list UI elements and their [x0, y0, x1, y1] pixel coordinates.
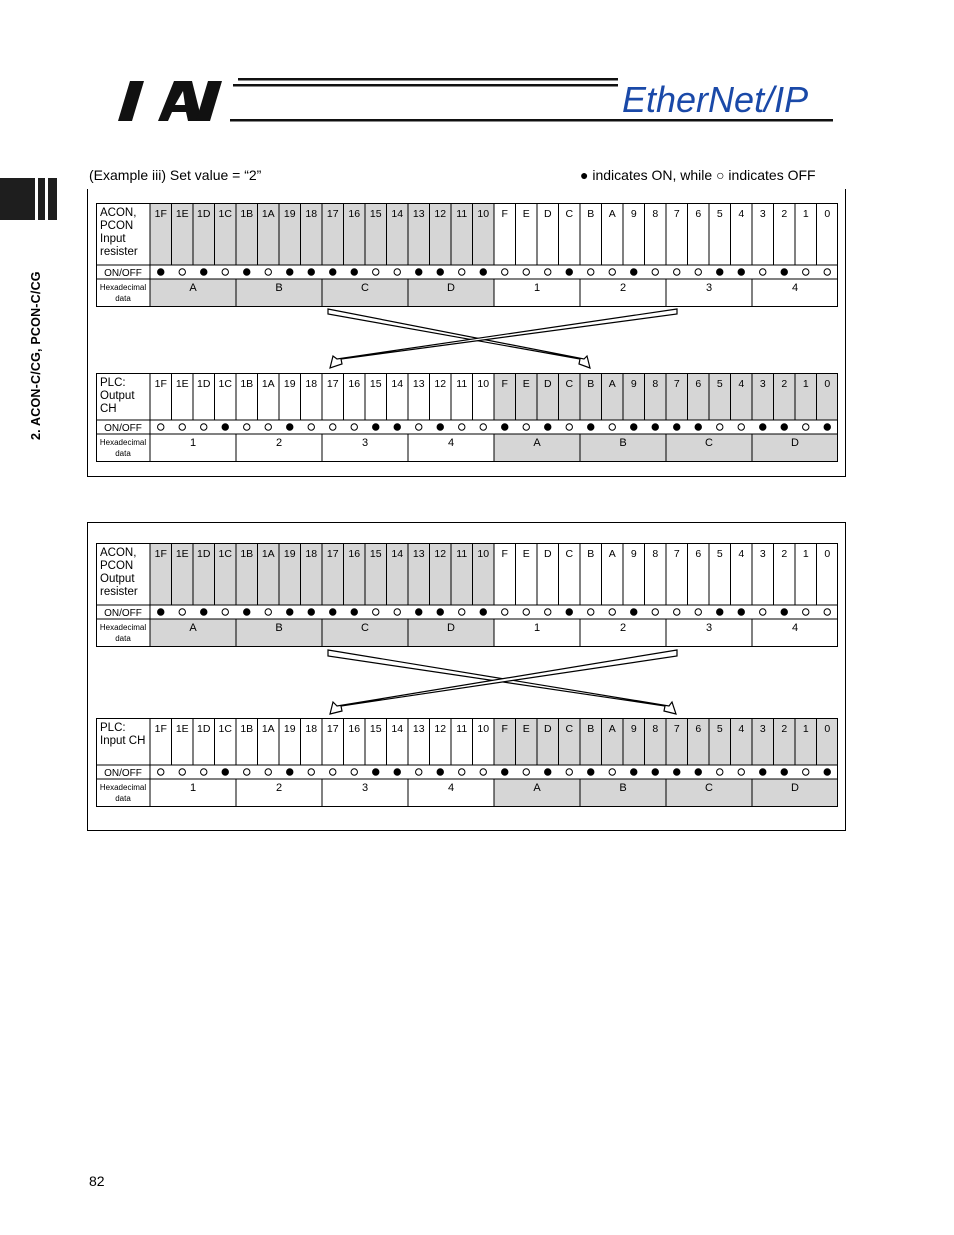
bit-label: 1A	[261, 208, 275, 220]
example-label: (Example iii) Set value = “2”	[89, 167, 262, 183]
row-label-line: PLC:	[100, 377, 126, 389]
bit-label: 7	[673, 208, 680, 220]
bit-label: 9	[630, 723, 637, 735]
bit-label: 1B	[240, 723, 254, 735]
hex-value: 4	[791, 622, 799, 634]
bit-label: 18	[305, 378, 318, 390]
hex-label-data: data	[115, 794, 131, 803]
bit-label: 10	[477, 723, 490, 735]
bit-label: 7	[673, 723, 680, 735]
hex-value: C	[705, 437, 713, 449]
hex-value: B	[619, 437, 627, 449]
bit-label: 10	[477, 378, 490, 390]
hex-value: 2	[275, 437, 283, 449]
bit-label: 4	[738, 723, 745, 735]
row-label-line: ACON,	[100, 547, 137, 559]
bit-label: 10	[477, 208, 490, 220]
bit-label: 16	[348, 723, 361, 735]
bit-label: 6	[695, 548, 702, 560]
bit-label: 6	[695, 723, 702, 735]
bit-label: B	[587, 378, 595, 390]
bit-label: 1E	[175, 548, 189, 560]
bit-label: 18	[305, 208, 318, 220]
row-label-line: CH	[100, 403, 117, 415]
off-symbol: ○	[716, 167, 725, 183]
hex-label: Hexadecimal	[99, 283, 147, 292]
bit-label: 13	[412, 548, 425, 560]
bit-label: D	[543, 548, 552, 560]
hex-value: A	[533, 782, 541, 794]
bit-label: 3	[759, 548, 766, 560]
bit-label: F	[501, 208, 508, 220]
bit-label: 1	[802, 723, 809, 735]
bit-label: 14	[391, 723, 404, 735]
bit-label: E	[522, 378, 530, 390]
bit-label: D	[543, 208, 552, 220]
bit-label: 13	[412, 208, 425, 220]
bit-label: 11	[456, 208, 468, 220]
row-label-line: resister	[100, 586, 138, 598]
bit-label: 6	[695, 378, 702, 390]
bit-label: B	[587, 208, 595, 220]
bit-label: 14	[391, 208, 404, 220]
bit-label: 1F	[154, 548, 167, 560]
bit-label: 14	[391, 378, 404, 390]
arrow-low-to-high-1	[330, 309, 677, 368]
bit-label: 15	[369, 548, 382, 560]
section-side-label: 2. ACON-C/CG, PCON-C/CG	[29, 271, 43, 440]
bit-label: 5	[716, 208, 723, 220]
row-label-line: Input CH	[100, 735, 146, 747]
bit-label: B	[587, 723, 595, 735]
bit-label: 3	[759, 378, 766, 390]
hex-value: D	[791, 782, 799, 794]
hex-label: Hexadecimal	[99, 438, 147, 447]
bit-label: 4	[738, 208, 745, 220]
hex-value: A	[189, 282, 197, 294]
hex-label-data: data	[115, 634, 131, 643]
bit-label: 16	[348, 378, 361, 390]
bit-label: 17	[326, 208, 339, 220]
bit-label: 4	[738, 378, 745, 390]
bit-label: 12	[434, 548, 447, 560]
bit-label: 1D	[197, 548, 211, 560]
bit-label: A	[608, 723, 616, 735]
bit-label: 19	[283, 378, 296, 390]
hex-label-data: data	[115, 294, 131, 303]
bit-label: 10	[477, 548, 490, 560]
bit-label: 1C	[218, 208, 232, 220]
bit-label: 2	[781, 378, 788, 390]
bit-label: 15	[369, 723, 382, 735]
bit-label: 11	[456, 378, 468, 390]
bit-label: 12	[434, 723, 447, 735]
bit-label: 1B	[240, 548, 254, 560]
on-symbol: ●	[580, 167, 589, 183]
bit-label: 13	[412, 723, 425, 735]
bit-label: 1F	[154, 208, 167, 220]
bit-label: 11	[456, 723, 468, 735]
bit-label: F	[501, 548, 508, 560]
hex-value: C	[361, 282, 369, 294]
bit-label: 5	[716, 723, 723, 735]
hex-value: D	[791, 437, 799, 449]
onoff-label: ON/OFF	[104, 608, 142, 619]
hex-value: 3	[705, 282, 713, 294]
bit-label: C	[565, 548, 574, 560]
hex-value: B	[619, 782, 627, 794]
bit-label: 1D	[197, 723, 211, 735]
bit-label: 16	[348, 548, 361, 560]
row-label-line: PCON	[100, 220, 134, 232]
bit-label: 1B	[240, 378, 254, 390]
onoff-label: ON/OFF	[104, 768, 142, 779]
row-label-line: ACON,	[100, 207, 137, 219]
bit-label: 11	[456, 548, 468, 560]
bit-label: 1E	[175, 208, 189, 220]
bit-label: 0	[824, 378, 831, 390]
legend-text-2: indicates OFF	[724, 167, 816, 183]
bit-label: E	[522, 208, 530, 220]
hex-value: C	[705, 782, 713, 794]
bit-label: 0	[824, 548, 831, 560]
bit-label: 12	[434, 208, 447, 220]
bit-label: A	[608, 208, 616, 220]
bit-label: 1C	[218, 548, 232, 560]
hex-value: 2	[619, 622, 627, 634]
bit-label: 1F	[154, 723, 167, 735]
bit-label: 5	[716, 378, 723, 390]
bit-label: 8	[652, 548, 659, 560]
hex-value: D	[447, 622, 455, 634]
row-label-line: Input	[100, 233, 126, 245]
row-label-line: Output	[100, 390, 135, 402]
brand-text: IAI	[125, 120, 127, 121]
bit-label: 7	[673, 548, 680, 560]
bit-label: 6	[695, 208, 702, 220]
bit-label: 1D	[197, 378, 211, 390]
bit-label: 2	[781, 548, 788, 560]
bit-label: 0	[824, 208, 831, 220]
bit-label: 3	[759, 723, 766, 735]
hex-value: D	[447, 282, 455, 294]
bit-label: 8	[652, 208, 659, 220]
bit-label: 14	[391, 548, 404, 560]
bit-label: 1	[802, 548, 809, 560]
bit-label: 1C	[218, 378, 232, 390]
bit-label: 1A	[261, 378, 275, 390]
bit-label: C	[565, 723, 574, 735]
bit-label: 8	[652, 723, 659, 735]
bit-label: A	[608, 378, 616, 390]
bit-label: 17	[326, 378, 339, 390]
bit-label: 1	[802, 208, 809, 220]
product-title: EtherNet/IP	[622, 79, 809, 120]
bit-label: 1A	[261, 723, 275, 735]
arrow-high-to-low-1	[328, 309, 590, 368]
bit-label: 16	[348, 208, 361, 220]
bit-label: 1D	[197, 208, 211, 220]
bit-label: 1	[802, 378, 809, 390]
hex-label: Hexadecimal	[99, 623, 147, 632]
bit-label: 1F	[154, 378, 167, 390]
hex-value: 4	[447, 782, 455, 794]
hex-value: B	[275, 622, 283, 634]
bit-label: 2	[781, 208, 788, 220]
page-number: 82	[89, 1173, 105, 1189]
hex-label-data: data	[115, 449, 131, 458]
bit-label: 1E	[175, 723, 189, 735]
bit-label: 0	[824, 723, 831, 735]
hex-value: 4	[791, 282, 799, 294]
hex-value: 1	[533, 282, 541, 294]
bit-label: 13	[412, 378, 425, 390]
bit-label: 18	[305, 548, 318, 560]
bit-label: F	[501, 723, 508, 735]
hex-value: B	[275, 282, 283, 294]
hex-value: 1	[189, 782, 197, 794]
bit-label: B	[587, 548, 595, 560]
bit-label: 7	[673, 378, 680, 390]
bit-label: 9	[630, 548, 637, 560]
row-label-line: PLC:	[100, 722, 126, 734]
onoff-label: ON/OFF	[104, 268, 142, 279]
bit-label: 1C	[218, 723, 232, 735]
row-label-line: resister	[100, 246, 138, 258]
hex-value: 3	[705, 622, 713, 634]
bit-label: 15	[369, 378, 382, 390]
bit-label: E	[522, 723, 530, 735]
bit-label: C	[565, 378, 574, 390]
bit-label: 19	[283, 723, 296, 735]
hex-value: 2	[619, 282, 627, 294]
row-label-line: PCON	[100, 560, 134, 572]
bit-label: A	[608, 548, 616, 560]
bit-label: D	[543, 723, 552, 735]
bit-label: 5	[716, 548, 723, 560]
bit-label: 1A	[261, 548, 275, 560]
hex-value: 1	[189, 437, 197, 449]
bit-label: 15	[369, 208, 382, 220]
hex-value: 4	[447, 437, 455, 449]
bit-label: 9	[630, 378, 637, 390]
legend-text-1: indicates ON, while	[588, 167, 717, 183]
bit-label: 4	[738, 548, 745, 560]
bit-label: 19	[283, 208, 296, 220]
bit-label: 19	[283, 548, 296, 560]
bit-label: 12	[434, 378, 447, 390]
hex-label: Hexadecimal	[99, 783, 147, 792]
hex-value: A	[533, 437, 541, 449]
bit-label: 1B	[240, 208, 254, 220]
bit-label: 17	[326, 548, 339, 560]
bit-label: F	[501, 378, 508, 390]
bit-label: 18	[305, 723, 318, 735]
bit-label: E	[522, 548, 530, 560]
hex-value: 3	[361, 782, 369, 794]
hex-value: 3	[361, 437, 369, 449]
bit-label: 3	[759, 208, 766, 220]
bit-label: 2	[781, 723, 788, 735]
hex-value: C	[361, 622, 369, 634]
bit-label: 8	[652, 378, 659, 390]
hex-value: 2	[275, 782, 283, 794]
row-label-line: Output	[100, 573, 135, 585]
bit-label: 9	[630, 208, 637, 220]
onoff-label: ON/OFF	[104, 423, 142, 434]
bit-label: C	[565, 208, 574, 220]
hex-value: A	[189, 622, 197, 634]
hex-value: 1	[533, 622, 541, 634]
bit-label: 1E	[175, 378, 189, 390]
bit-label: D	[543, 378, 552, 390]
bit-label: 17	[326, 723, 339, 735]
